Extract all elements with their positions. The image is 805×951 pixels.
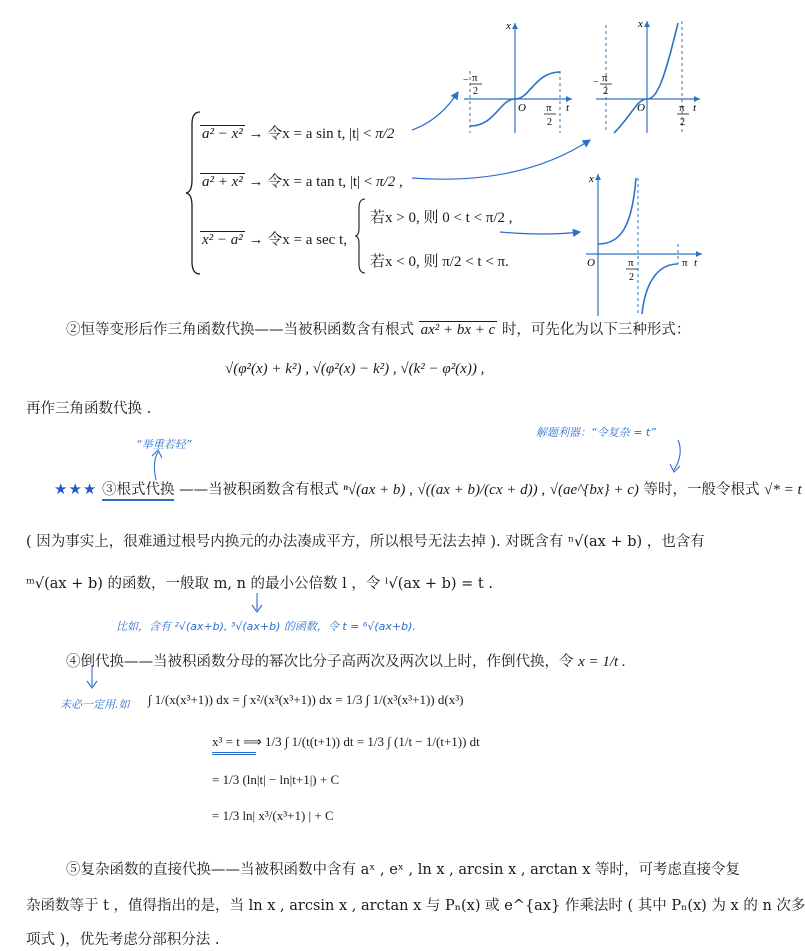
g3-o: O — [587, 257, 595, 269]
case-3-radicand: x² − a² — [202, 232, 243, 248]
graph-tan — [592, 15, 702, 135]
note-top-left: “举重若轻” — [136, 438, 192, 451]
note-example: 比如，含有 ²√(ax+b), ³√(ax+b) 的函数，令 t = ⁶√(ax+b). — [116, 620, 416, 633]
case-3-sub: → 令x = a sec t, — [248, 232, 347, 248]
g2-t: t — [693, 102, 697, 114]
section3-line3: ᵐ√(ax + b) 的函数，一般取 m, n 的最小公倍数 l ，令 ˡ√(ax + b) = t . — [26, 576, 493, 592]
note-nonfixed: 未必一定用.如 — [60, 698, 130, 711]
arrow-tan — [412, 140, 590, 179]
case-1-radicand: a² − x² — [202, 126, 243, 142]
note-top-right: 解题利器：“令复杂 = t” — [536, 426, 656, 439]
g2-minus: − — [593, 77, 599, 88]
deriv-line-3: = 1/3 (ln|t| − ln|t+1|) + C — [212, 772, 340, 787]
g2-two-r: 2 — [680, 117, 685, 128]
case-1-cond: π/2 — [375, 126, 395, 142]
case-2-cond: π/2 , — [376, 174, 403, 190]
note-down-arrow — [250, 592, 264, 614]
graph-sin — [460, 15, 575, 135]
g1-two-l: 2 — [473, 86, 478, 97]
g2-two-l: 2 — [603, 86, 608, 97]
section2-after: 再作三角函数代换 . — [26, 401, 152, 417]
section3-text2: 等时，一般令根式 — [643, 482, 760, 498]
section2-forms: √(φ²(x) + k²) , √(φ²(x) − k²) , √(k² − φ²(x)) , — [225, 361, 485, 377]
g3-pi: π — [628, 257, 634, 269]
section2-title: ②恒等变形后作三角函数代换——当被积函数含有根式 — [66, 322, 414, 338]
note-arrow-right — [664, 436, 694, 476]
g1-x: x — [506, 20, 511, 32]
section3-stars: ★★★ — [54, 480, 98, 498]
deriv-underline — [212, 752, 256, 755]
g1-pi-r: π — [546, 102, 552, 114]
case-2-sub: → 令x = a tan t, |t| < — [248, 174, 373, 190]
section3-line1 — [54, 478, 802, 499]
section4-title: ④倒代换——当被积函数分母的幂次比分子高两次及两次以上时，作倒代换，令 — [66, 654, 574, 670]
section3-r2: √((ax + b)/(cx + d)) , — [417, 482, 546, 498]
case-3-cond-b: 若x < 0, 则 π/2 < t < π. — [370, 254, 509, 270]
section3-text1: ——当被积函数含有根式 — [179, 482, 339, 498]
g3-pi-2: π — [682, 257, 688, 269]
g2-pi-r: π — [679, 102, 685, 114]
deriv-line-2: x³ = t ⟹ 1/3 ∫ 1/(t(t+1)) dt = 1/3 ∫ (1/t − 1/(t+1)) dt — [212, 734, 480, 749]
section5-line2: 杂函数等于 t ，值得指出的是，当 ln x , arcsin x , arctan x 与 Pₙ(x) 或 e^{ax} 作乘法时 ( 其中 Pₙ(x) 为 x 的 n 次多 — [26, 898, 805, 914]
g3-t: t — [694, 257, 698, 269]
section2-tail: 时，可先化为以下三种形式： — [501, 322, 691, 338]
g2-pi-l: π — [602, 72, 608, 84]
note-arrow-down-left — [84, 664, 100, 690]
section4-sub: x = 1/t . — [578, 654, 626, 670]
section3-r4: √* = t — [764, 482, 802, 498]
deriv-line-4: = 1/3 ln| x³/(x³+1) | + C — [212, 808, 334, 823]
arrow-sec — [500, 232, 580, 234]
section5-line3: 项式 )，优先考虑分部积分法 . — [26, 932, 220, 948]
case-2-radicand: a² + x² — [202, 174, 243, 190]
g1-t: t — [566, 102, 570, 114]
section5-line1: ⑤复杂函数的直接代换——当被积函数中含有 aˣ , eˣ , ln x , arcsin x , arctan x 等时，可考虑直接令复 — [66, 862, 740, 878]
g3-x: x — [589, 173, 594, 185]
section3-r1: ⁿ√(ax + b) , — [343, 482, 413, 498]
case-3-cond-a: 若x > 0, 则 0 < t < π/2 , — [370, 210, 513, 226]
g2-x: x — [638, 18, 643, 30]
graph-sec — [582, 168, 704, 318]
g1-pi-l: π — [472, 72, 478, 84]
g2-o: O — [637, 102, 645, 114]
deriv-line-1: ∫ 1/(x(x³+1)) dx = ∫ x²/(x³(x³+1)) dx = 1/3 ∫ 1/(x³(x³+1)) d(x³) — [148, 692, 464, 707]
section2-radical: ax² + bx + c — [420, 322, 496, 338]
g1-minus: − — [463, 75, 469, 86]
section3-r3: √(ae^{bx} + c) — [549, 482, 639, 498]
arrow-sin — [412, 92, 458, 130]
g1-o: O — [518, 102, 526, 114]
section3-line2: ( 因为事实上，很难通过根号内换元的办法凑成平方，所以根号无法去掉 ). 对既含有 ⁿ√(ax + b) ，也含有 — [26, 534, 705, 550]
section4-line — [66, 650, 626, 671]
g3-two: 2 — [629, 272, 634, 283]
section3-title: ③根式代换 — [102, 482, 175, 501]
section2-line — [66, 318, 690, 339]
case-1-sub: → 令x = a sin t, |t| < — [248, 126, 372, 142]
g1-two-r: 2 — [547, 117, 552, 128]
